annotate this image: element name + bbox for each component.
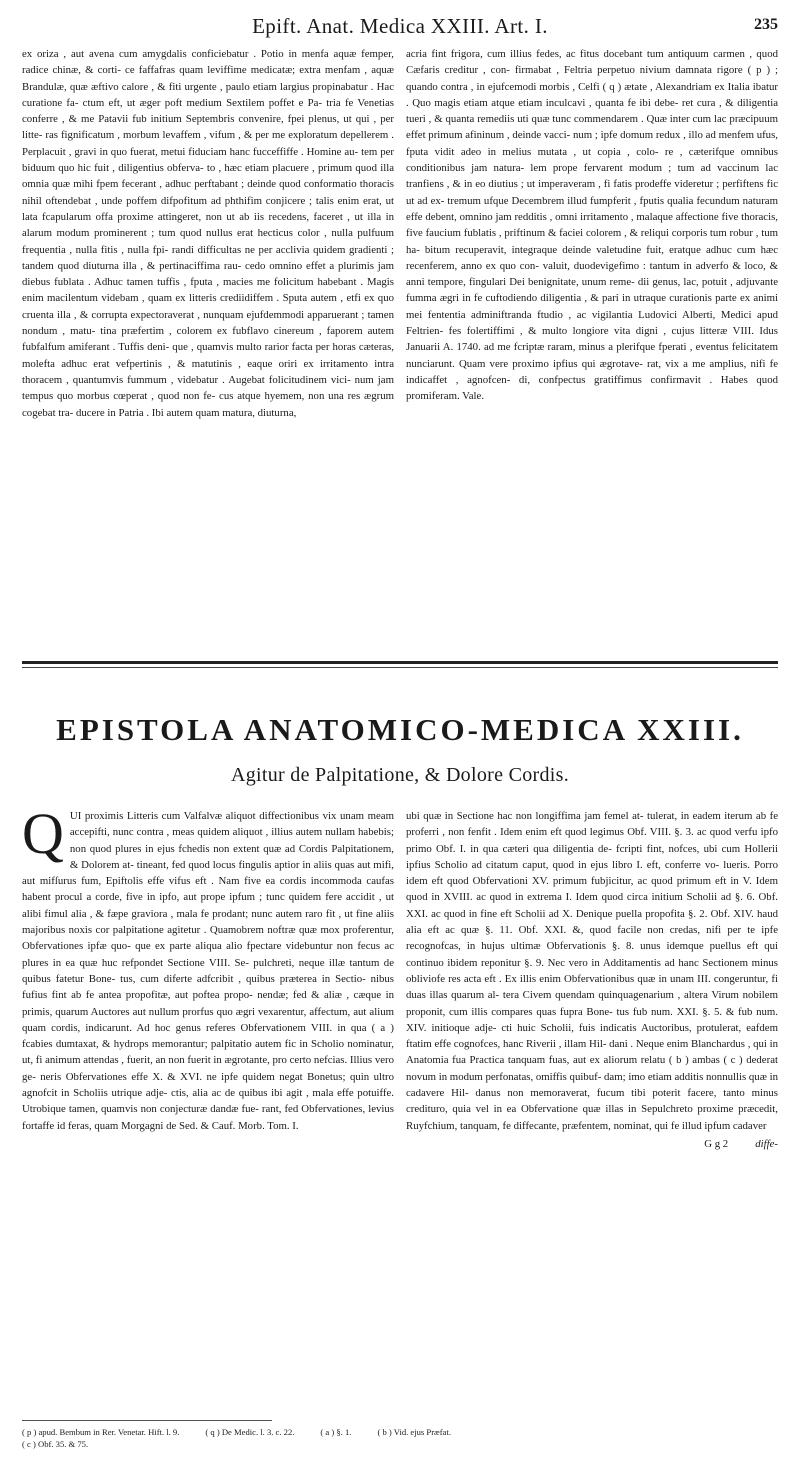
bottom-right-paragraph: ubi quæ in Sectione hac non longiffima jam femel at- tulerat, in eadem iterum ab fe proferri , non fenfit . Idem enim eft quod legimus Obf. VIII. §. 3. ac quod verfu ipfo primo Obf. I. in qua cæteri qua diligentia de- fcripti fint, nofces, ubi cum Hollerii ipfius Scholio ad citatum caput, quod in ejus libro I. eft, conferre vo- lueris. Porro idem eft quod Obfervationi XV. primum fubjicitur, ac quod primum eft in V. Idem quod in XVIII. ac quod in extrema I. Idem quod circa initium Scholii ad §. 6. Obf. XXI. ac quod in fine eft Scholii ad X. Denique puella propofita §. 2. Obf. XIV. haud alia eft ac quæ §. 11. Obf. XXI. &, quod facile non credas, nifi per te ipfe recognofcas, in hujus ultimæ Obfervationis §. 8. unus idemque puellus eft qui continuo ibidem reponitur §. 9. Nec vero in Additamentis ad hanc Sectionem minus obliviofe res acta eft . Ex illis enim Obfervationibus quæ in unam III. congeruntur, fi duas illas quarum al- tera Civem quendam quinquagenarium , altera Virum nobilem proponit, cum illis compares quas fupra Bone- tus fub num. XXI. §. 5. & fub num. XIV. initioque adje- cti huic Scholii, fuis indicatis Auctoribus, protulerat, eafdem ftatim effe cognofces, hanc Riverii , illam Hil- dani . Neque enim Blanchardus , qui in Anatomia fua Practica tanquam fuas, aut ex aliorum relatu ( b ) ambas ( c ) dederat novum in modum perfonatas, omiffis quibuf- dam; imo etiam additis nonnullis quæ in cadavere Hil- danus non memoraverat, fucum tibi poterit facere, tanto minus crediturо, quia vel in ea Obfervatione quæ illas in Sepulchreto proxime præcedit, Ruyfchium, tanquam, fe diffecante, præfentem, nominat, qui fe illud ipfum cadaver — [406, 810, 778, 1132]
top-right-column — [406, 46, 778, 654]
running-head-title: Epift. Anat. Medica XXIII. Art. I. — [252, 14, 548, 38]
top-text-columns — [22, 46, 778, 654]
section-divider-thin — [22, 667, 778, 668]
drop-cap: Q — [22, 808, 64, 866]
section-divider-thick — [22, 661, 778, 664]
footnote-b: ( b ) Vid. ejus Præfat. — [377, 1427, 451, 1437]
top-left-paragraph: ex oriza , aut avena cum amygdalis conficiebatur . Potio in menfa aquæ femper, radice chinæ, & corti- ce faffafras quam leviffime medicatæ; extra menfam , aquæ Brandulæ, quæ æftivo calore , & fiti urgente , paulo etiam largius propinabatur . Hac curatione fa- ctum eft, ut æger poft medium Sextilem poffet e Pa- tria fe Venetias conferre , & me Patavii fub initium Septembris convenire, fpei plenus, ut qui , per litte- ras fignificatum , morbum levaffem , vifum , & per me exploratum depellerem . Perplacuit , gravi in quo fuerat, metui fiduciam hanc fucceffiffe . Homine au- tem per biduum quo hic fuit , diligentius obferva- to , hæc etiam placuere , primum quod illa omnia quæ mihi fpem fecerant , adhuc perftabant ; deinde quod conformatio thoracis nihil oftendebat , unde poffem difpofitum ad phthifim conjicere ; talis enim erat, ut lata fcapularum offa proxime attingeret, non ut ab iis recedens, faceret , ut illa in alarum modum prominerent ; tum quod nullus erat hecticus color , nulla pulfuum frequentia , nulla fitis , nulla fpi- randi difficultas ne per acclivia quidem gradienti ; tandem quod diuturna illa , & pertinaciffima rau- cedo omnino effet a plurimis jam diebus fublata . Adhuc tamen tuffis , fputa , macies me folicitum habebant . Magis enim macilentum videbam , quam ex litteris crediidiffem . Sputa autem , etfi ex quo cruenta illa , & corrupta expectoraverat , nunquam ejufdemmodi apparuerant ; tamen nondum , matu- tina præfertim , colorem ex fubflavo cinereum , faporem autem fubfalfum amiferant . Tuffis deni- que , quamvis multo rarior facta per horas cæteras, molefta adhuc erat vefpertinis , & matutinis , eaque oriri ex irritamento intra thoracem , quantumvis fummum , videbatur . Augebat folicitudinem vici- num jam tempus quo morbus cœperat , quod non fe- cus atque hyemem, non una res ægrum cogebat tra- ducere in Patria . Ibi autem quam matura, diuturna, — [22, 48, 394, 419]
footnote-row-1 — [22, 1426, 778, 1438]
running-head — [22, 14, 778, 42]
bottom-right-column — [406, 808, 778, 1418]
bottom-text-columns — [22, 808, 778, 1418]
signature-line — [406, 1136, 778, 1152]
footnote-row-2 — [22, 1438, 778, 1450]
footnote-q: ( q ) De Medic. l. 3. c. 22. — [205, 1427, 295, 1437]
epistle-title: EPISTOLA ANATOMICO-MEDICA XXIII. — [56, 712, 744, 747]
footnote-c: ( c ) Obf. 35. & 75. — [22, 1439, 89, 1449]
footnotes — [22, 1426, 778, 1450]
catchword: diffe- — [755, 1137, 778, 1150]
top-left-column — [22, 46, 394, 654]
bottom-left-column — [22, 808, 394, 1418]
epistle-subtitle: Agitur de Palpitatione, & Dolore Cordis. — [230, 764, 570, 786]
footnote-a: ( a ) §. 1. — [320, 1427, 352, 1437]
footnote-rule — [22, 1420, 272, 1421]
page-number: 235 — [754, 16, 778, 33]
signature-mark: G g 2 — [704, 1137, 729, 1150]
footnote-p: ( p ) apud. Bembum in Rer. Venetar. Hift. l. 9. — [22, 1427, 180, 1437]
top-right-paragraph: acria fint frigora, cum illius fedes, ac fitus docebant tum antiquum carmen , quod Cæfaris creditur , con- firmabat , Feltria perpetuo nivium damnata rigore ( p ) ; quando contra , in ejufcemodi morbis , Celfi ( q ) ætate , Alexandriam ex Italia ibatur . Quo magis etiam atque etiam inculcavi , quanta fe ibi debe- ret cura , & diligentia tueri , & quanta remediis uti quæ tunc commendarem . Quæ inter cum lac præcipuum effet primum afininum , deinde vacci- num ; ipfe domum redux , illo ad menfem ufus, fputa vidit adeo in melius mutata , ut copia , colo- re , cæterifque omnibus conditionibus jam natura- lem prope fervarent modum ; tum ad vaccinum lac tranfiens , & in eo diutius ; ut imperaveram , fi fatis prodeffe videretur ; perfiftens fic ut ad ex- tremum ufque Decembrem illud fumpferit , fputis qualia fecundum naturam effe debent, omnino jam redditis , omni irritamento , malaque affectione five thoracis, five faucium fublatis , priftinum & faciei colorem , & reliqui corporis tum robur , tum ha- bitum recuperavit, integraque deinde valetudine fuit, eratque adhuc cum hæc recenferem, anno ex quo con- valuit, duodevigefimo : tantum in adverfo & loco, & anni tempore, fingulari Dei benignitate, unum reme- dii genus, lac, potuit , adjuvante fumma ægri in fe cuftodiendo diligentia , & pari in utraque curationis parte ex animi mei fententia adminiftranda ftudio , ac vigilantia Ludovici Alberti, Medici apud Feltrien- fes folertiffimi , & multo longiore vita digni , cujus litteræ VIII. Idus Januarii A. 1740. ad me fcriptæ raram, minus a plerifque fperati , eventus felicitatem nunciarunt. Quam vere proximo ipfius qui ægrotave- rat, vix a me amplius, nifi fe indicaffet , agnofcen- di, confpectus gratiffimus confirmavit . Habes quod promiferam. Vale. — [406, 48, 778, 403]
bottom-left-paragraph: UI proximis Litteris cum Valfalvæ aliquot diffectionibus vix unam meam accepifti, nunc contra , meas quidem aliquot , illius autem nullam habebis; non quod plures in ejus fchedis non extent quæ ad Cordis Palpitationem, & Dolorem at- tineant, fed quod locus fingulis aptior in aliis quas aut mifi, aut mifſurus fum, Epiftolis effe vifus eft . Nam five ea cordis incommoda caufas habent procul a corde, five in ipfo, aut prope ipfum ; tunc quidem fere accidit , ut alibi fimul alia , & fæpe graviora , mala fe prodant; nunc autem raro fit , ut fine aliis majoribus noxis cor palpitatione agitetur . Quamobrem noftræ quæ mox proferentur, Obfervationes ipfæ quo- que ex parte aliqua alio fpectare videbuntur non fecus ac plures in ea quæ huc refpondet Sectione VIII. Se- pulchreti, neque illæ tantum de quibus fatetur Bone- tus, cum diferte adfcribit , quibus præterea in Sectio- nibus fufius fint ab fe antea propofitæ, aut poftea propo- nendæ; fed & aliæ , cæque in primis, quarum Auctores aut nullum prorfus quo ægri vexarentur, affectum, aut alium quam cordis, indicarunt. Ad hoc genus referes Obfervationem VIII. in qua ( a ) fcabies dumtaxat, & hydrops memorantur; palpitatio autem fic in Scholio nominatur, ut, fi animum attendas , fuerit, an non fuerit in ægrotante, pro certo nefcias. Illius vero ge- neris Obfervationes effe X. & XVI. ne ipfe quidem negat Bonetus; quin ultro agnofcit in Scholiis utrique adje- ctis, alia ac de quibus ibi agit , mala effe potuiffe. Utrobique tamen, quamvis non conjecturæ dandæ fue- rant, fed Obfervationes, levius fortaffe id feras, quam Morgagni de Sed. & Cauf. Morb. Tom. I. — [22, 810, 394, 1132]
